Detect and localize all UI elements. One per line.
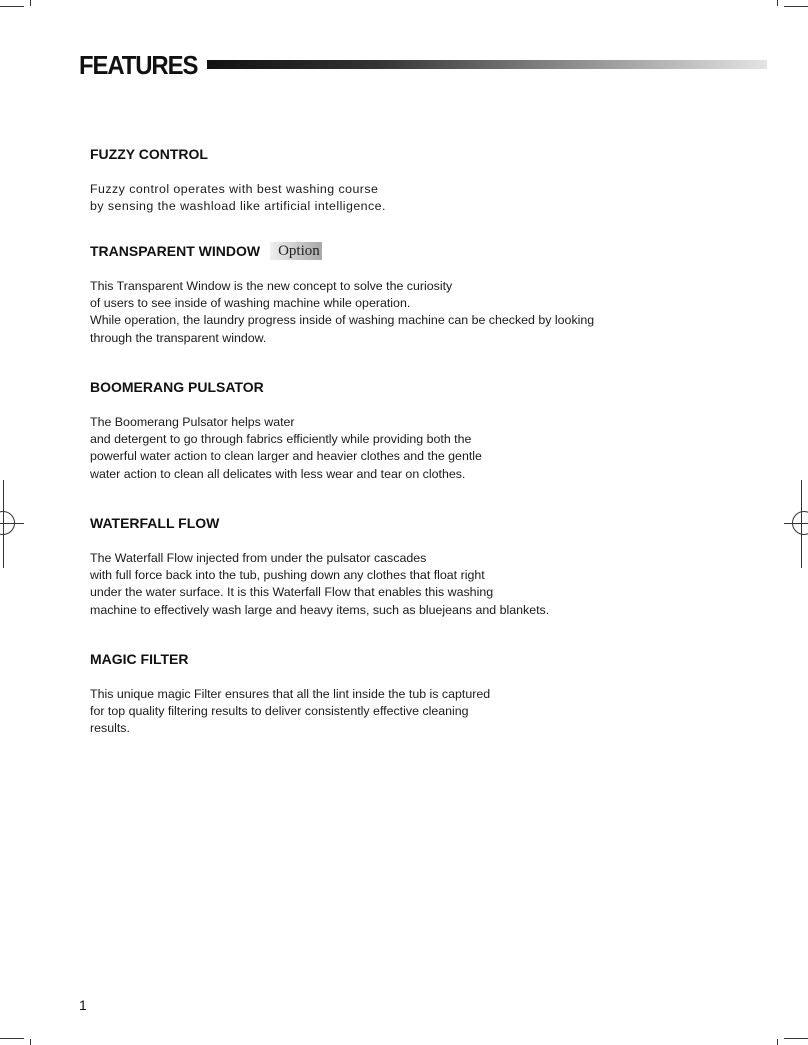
page-title: FEATURES (79, 50, 198, 80)
crop-mark-bottom-left-v (30, 1039, 31, 1045)
section-heading: TRANSPARENT WINDOW Option (90, 243, 320, 259)
section-heading: WATERFALL FLOW (90, 515, 220, 531)
section-text: Fuzzy control operates with best washing course by sensing the washload like artificial intelligence. (90, 182, 386, 214)
section-fuzzy-control (90, 145, 730, 215)
section-text: The Boomerang Pulsator helps water and detergent to go through fabrics efficiently while providing both the powerful water action to clean larger and heavier clothes and the gentle water action to clean all delicates with less wear and tear on clothes. (90, 415, 482, 481)
crop-mark-bottom-left-h (0, 1038, 24, 1039)
crop-mark-top-left-h (0, 6, 24, 7)
crop-mark-bottom-right-v (777, 1039, 778, 1045)
page-number: 1 (79, 997, 87, 1013)
section-heading: FUZZY CONTROL (90, 146, 208, 162)
section-heading: BOOMERANG PULSATOR (90, 379, 264, 395)
section-boomerang-pulsator (90, 378, 730, 483)
section-transparent-window (90, 242, 730, 347)
section-magic-filter (90, 650, 730, 738)
option-badge: Option (270, 242, 322, 260)
crop-mark-top-right-h (784, 6, 808, 7)
crop-mark-top-right-v (777, 0, 778, 6)
section-text: This Transparent Window is the new concept to solve the curiosity of users to see inside of washing machine while operation. While operation, the laundry progress inside of washing machine can be checked by looking through the transparent window. (90, 279, 595, 345)
title-gradient-bar (207, 60, 767, 69)
section-heading: MAGIC FILTER (90, 651, 189, 667)
crop-mark-top-left-v (30, 0, 31, 6)
section-waterfall-flow (90, 514, 730, 619)
section-text: This unique magic Filter ensures that all the lint inside the tub is captured for top quality filtering results to deliver consistently effective cleaning results. (90, 687, 491, 736)
crop-mark-bottom-right-h (784, 1038, 808, 1039)
section-text: The Waterfall Flow injected from under the pulsator cascades with full force back into the tub, pushing down any clothes that float right under the water surface. It is this Waterfall Flow that enables this washing machine to effectively wash large and heavy items, such as bluejeans and blankets. (90, 551, 550, 617)
